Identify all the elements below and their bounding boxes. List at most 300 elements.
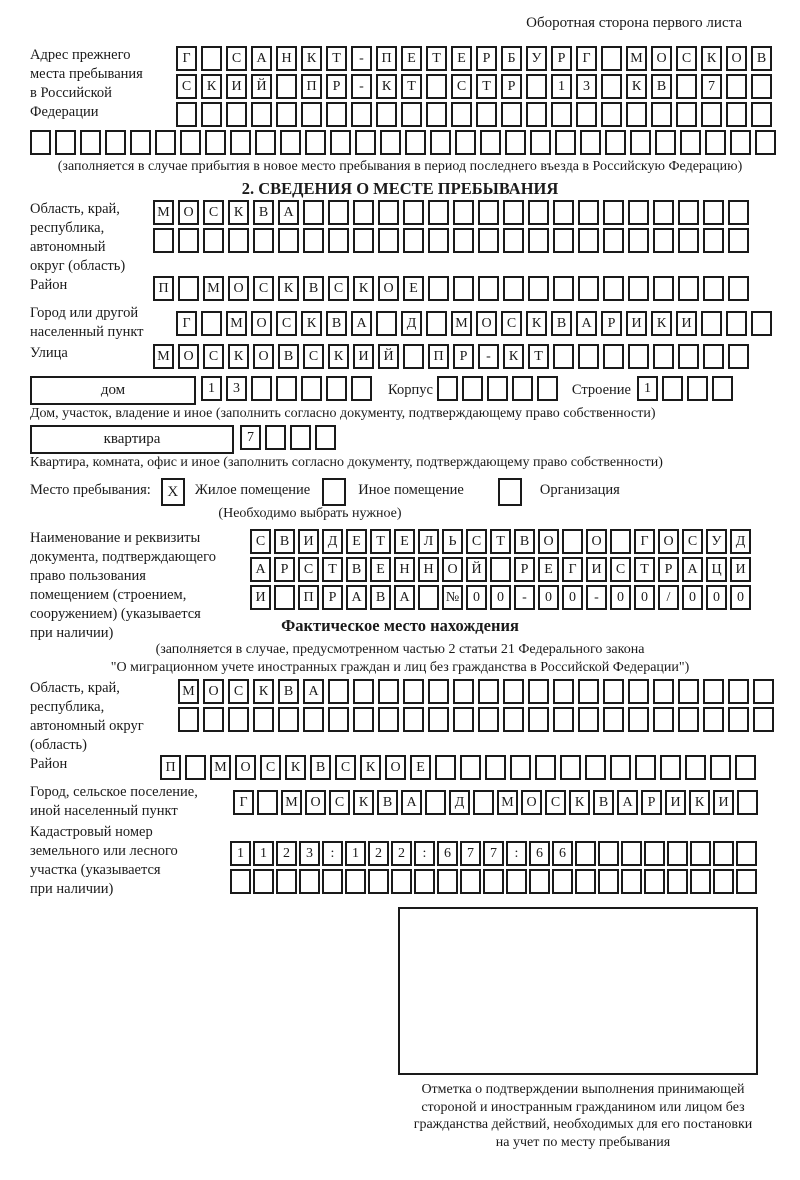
city-label: Город или другой населенный пункт	[30, 305, 144, 340]
char-cell: В	[377, 790, 398, 815]
char-cell: С	[610, 557, 631, 582]
city-block	[30, 304, 770, 342]
char-cell: О	[651, 46, 672, 71]
apartment-block	[30, 425, 770, 454]
char-cell: 7	[483, 841, 504, 866]
char-cell: А	[401, 790, 422, 815]
char-cell	[414, 869, 435, 894]
char-cell	[276, 869, 297, 894]
stay-type-note: (Необходимо выбрать нужное)	[218, 506, 402, 521]
actual-region-label: Область, край, республика, автономный округ (область)	[30, 680, 144, 753]
cadastral-row-1	[230, 841, 759, 866]
char-cell	[578, 228, 599, 253]
char-cell	[703, 344, 724, 369]
char-cell	[753, 707, 774, 732]
char-cell	[180, 130, 201, 155]
stay-type-label: Место пребывания:	[30, 482, 151, 498]
char-cell	[476, 102, 497, 127]
char-cell: Р	[326, 74, 347, 99]
char-cell: Н	[394, 557, 415, 582]
char-cell	[512, 376, 533, 401]
street-block	[30, 344, 770, 372]
char-cell: О	[586, 529, 607, 554]
char-cell	[290, 425, 311, 450]
char-cell: 0	[562, 585, 583, 610]
char-cell	[405, 130, 426, 155]
char-cell: Ц	[706, 557, 727, 582]
char-cell: И	[298, 529, 319, 554]
char-cell	[703, 228, 724, 253]
char-cell	[328, 228, 349, 253]
char-cell	[355, 130, 376, 155]
char-cell	[303, 200, 324, 225]
char-cell: А	[682, 557, 703, 582]
char-cell: А	[394, 585, 415, 610]
char-cell	[710, 755, 731, 780]
char-cell	[265, 425, 286, 450]
char-cell: Д	[322, 529, 343, 554]
char-cell: 1	[345, 841, 366, 866]
char-cell: С	[303, 344, 324, 369]
char-cell	[737, 790, 758, 815]
char-cell: -	[351, 74, 372, 99]
char-cell	[653, 707, 674, 732]
char-cell: 6	[529, 841, 550, 866]
char-cell	[490, 557, 511, 582]
char-cell	[455, 130, 476, 155]
char-cell: С	[451, 74, 472, 99]
char-cell	[562, 529, 583, 554]
char-cell: С	[228, 679, 249, 704]
char-cell: С	[276, 311, 297, 336]
char-cell	[462, 376, 483, 401]
char-cell	[403, 200, 424, 225]
cadastral-rows	[230, 823, 759, 897]
char-cell	[178, 707, 199, 732]
char-cell	[728, 344, 749, 369]
char-cell	[553, 276, 574, 301]
char-cell	[228, 228, 249, 253]
char-cell	[176, 102, 197, 127]
char-cell	[305, 130, 326, 155]
char-cell: Т	[528, 344, 549, 369]
char-cell	[678, 707, 699, 732]
char-cell: О	[203, 679, 224, 704]
char-cell	[326, 376, 347, 401]
char-cell: О	[521, 790, 542, 815]
char-cell: В	[326, 311, 347, 336]
char-cell: С	[335, 755, 356, 780]
char-cell	[478, 679, 499, 704]
char-cell: Т	[426, 46, 447, 71]
char-cell: 3	[299, 841, 320, 866]
char-cell	[685, 755, 706, 780]
cadastral-label: Кадастровый номер земельного или лесного участка (указывается при наличии)	[30, 824, 178, 897]
char-cell: О	[305, 790, 326, 815]
char-cell	[603, 707, 624, 732]
char-cell	[728, 228, 749, 253]
char-cell	[153, 228, 174, 253]
district-row	[153, 276, 753, 301]
page-title: Оборотная сторона первого листа	[526, 15, 742, 31]
char-cell	[553, 344, 574, 369]
char-cell: 2	[391, 841, 412, 866]
char-cell: У	[706, 529, 727, 554]
char-cell: О	[228, 276, 249, 301]
char-cell: К	[526, 311, 547, 336]
char-cell	[528, 200, 549, 225]
char-cell: С	[253, 276, 274, 301]
char-cell: Р	[641, 790, 662, 815]
char-cell: X	[161, 478, 185, 506]
char-cell	[203, 228, 224, 253]
char-cell: М	[226, 311, 247, 336]
actual-city-block	[30, 783, 770, 821]
char-cell: П	[160, 755, 181, 780]
char-cell	[257, 790, 278, 815]
char-cell: Р	[453, 344, 474, 369]
char-cell	[705, 130, 726, 155]
char-cell	[435, 755, 456, 780]
char-cell: К	[301, 311, 322, 336]
char-cell	[553, 228, 574, 253]
char-cell: В	[593, 790, 614, 815]
char-cell	[376, 102, 397, 127]
char-cell: 1	[201, 376, 222, 401]
char-cell	[610, 755, 631, 780]
char-cell: 0	[490, 585, 511, 610]
char-cell	[578, 344, 599, 369]
char-cell: Е	[538, 557, 559, 582]
char-cell	[501, 102, 522, 127]
char-cell: Р	[658, 557, 679, 582]
char-cell: Б	[501, 46, 522, 71]
region-rows	[153, 200, 753, 256]
char-cell: С	[176, 74, 197, 99]
actual-district-block	[30, 755, 770, 783]
char-cell	[351, 376, 372, 401]
char-cell	[251, 376, 272, 401]
char-cell	[301, 376, 322, 401]
char-cell: Р	[476, 46, 497, 71]
char-cell	[703, 679, 724, 704]
char-cell: К	[360, 755, 381, 780]
char-cell: Ь	[442, 529, 463, 554]
stay-type-checkbox-organization	[498, 478, 524, 503]
char-cell	[701, 311, 722, 336]
char-cell: О	[178, 200, 199, 225]
char-cell	[278, 228, 299, 253]
char-cell	[678, 200, 699, 225]
char-cell	[276, 376, 297, 401]
char-cell: Т	[370, 529, 391, 554]
char-cell: К	[569, 790, 590, 815]
char-cell	[644, 841, 665, 866]
char-cell: П	[428, 344, 449, 369]
region-row-1	[153, 200, 753, 225]
char-cell	[690, 869, 711, 894]
char-cell	[503, 276, 524, 301]
char-cell	[713, 841, 734, 866]
char-cell	[480, 130, 501, 155]
char-cell: 1	[637, 376, 658, 401]
char-cell: О	[385, 755, 406, 780]
char-cell	[425, 790, 446, 815]
char-cell: Г	[634, 529, 655, 554]
char-cell	[426, 311, 447, 336]
stay-type-option-residential-label: Жилое помещение	[194, 482, 311, 498]
char-cell	[378, 200, 399, 225]
char-cell	[55, 130, 76, 155]
char-cell	[728, 707, 749, 732]
char-cell	[578, 200, 599, 225]
char-cell: Л	[418, 529, 439, 554]
prev-address-label: Адрес прежнего места пребывания в Российской Федерации	[30, 47, 143, 120]
char-cell: Р	[322, 585, 343, 610]
char-cell	[630, 130, 651, 155]
region-row-2	[153, 228, 753, 253]
char-cell	[403, 707, 424, 732]
actual-region-row-2	[178, 707, 778, 732]
char-cell: Е	[401, 46, 422, 71]
char-cell: К	[651, 311, 672, 336]
char-cell: :	[322, 841, 343, 866]
char-cell: 3	[576, 74, 597, 99]
char-cell: П	[153, 276, 174, 301]
char-cell: С	[545, 790, 566, 815]
char-cell: 7	[701, 74, 722, 99]
char-cell: Т	[326, 46, 347, 71]
char-cell	[560, 755, 581, 780]
char-cell	[552, 869, 573, 894]
stroenie-label: Строение	[571, 382, 631, 398]
char-cell: А	[576, 311, 597, 336]
korpus-cells	[437, 376, 562, 401]
char-cell: М	[281, 790, 302, 815]
char-cell	[303, 228, 324, 253]
section2-title: 2. СВЕДЕНИЯ О МЕСТЕ ПРЕБЫВАНИЯ	[241, 179, 559, 198]
char-cell	[426, 74, 447, 99]
city-row	[176, 311, 776, 336]
char-cell: 0	[538, 585, 559, 610]
char-cell: К	[503, 344, 524, 369]
char-cell	[736, 869, 757, 894]
char-cell	[575, 869, 596, 894]
char-cell	[753, 679, 774, 704]
char-cell: -	[514, 585, 535, 610]
char-cell	[330, 130, 351, 155]
prev-address-block	[30, 46, 770, 130]
char-cell: :	[414, 841, 435, 866]
char-cell: В	[278, 679, 299, 704]
char-cell: Е	[410, 755, 431, 780]
char-cell: А	[617, 790, 638, 815]
char-cell: С	[466, 529, 487, 554]
char-cell: Г	[176, 311, 197, 336]
stay-type-checkbox-other	[322, 478, 348, 503]
char-cell	[478, 200, 499, 225]
char-cell: -	[478, 344, 499, 369]
char-cell	[703, 276, 724, 301]
house-block	[30, 376, 770, 405]
char-cell	[553, 707, 574, 732]
char-cell	[503, 707, 524, 732]
char-cell	[621, 869, 642, 894]
street-label: Улица	[30, 345, 68, 361]
char-cell	[498, 478, 522, 506]
char-cell: К	[228, 344, 249, 369]
char-cell	[651, 102, 672, 127]
char-cell: В	[551, 311, 572, 336]
char-cell	[353, 707, 374, 732]
char-cell	[662, 376, 683, 401]
char-cell: С	[682, 529, 703, 554]
char-cell	[391, 869, 412, 894]
char-cell	[678, 344, 699, 369]
stay-type-option-organization-label: Организация	[539, 482, 620, 498]
char-cell	[403, 228, 424, 253]
char-cell	[601, 102, 622, 127]
char-cell	[751, 74, 772, 99]
char-cell	[326, 102, 347, 127]
char-cell: А	[346, 585, 367, 610]
char-cell	[378, 707, 399, 732]
char-cell: В	[310, 755, 331, 780]
char-cell	[428, 707, 449, 732]
char-cell	[751, 102, 772, 127]
char-cell: 1	[253, 841, 274, 866]
document-rows	[250, 529, 754, 613]
char-cell: -	[351, 46, 372, 71]
char-cell	[603, 200, 624, 225]
stay-type-checkbox-residential	[161, 478, 187, 503]
char-cell	[278, 707, 299, 732]
char-cell	[528, 276, 549, 301]
char-cell	[453, 707, 474, 732]
char-cell: М	[153, 200, 174, 225]
char-cell	[378, 679, 399, 704]
char-cell: Г	[233, 790, 254, 815]
char-cell	[553, 679, 574, 704]
char-cell	[626, 102, 647, 127]
char-cell	[345, 869, 366, 894]
char-cell: 1	[230, 841, 251, 866]
char-cell	[255, 130, 276, 155]
actual-district-row	[160, 755, 760, 780]
char-cell: 2	[368, 841, 389, 866]
char-cell	[530, 130, 551, 155]
char-cell: С	[203, 344, 224, 369]
prev-address-row-3	[176, 102, 776, 127]
char-cell: 1	[551, 74, 572, 99]
char-cell	[430, 130, 451, 155]
district-block	[30, 276, 770, 304]
char-cell	[418, 585, 439, 610]
char-cell	[605, 130, 626, 155]
char-cell: Т	[476, 74, 497, 99]
char-cell: Н	[276, 46, 297, 71]
char-cell	[251, 102, 272, 127]
char-cell	[301, 102, 322, 127]
char-cell	[226, 102, 247, 127]
char-cell: М	[153, 344, 174, 369]
document-row-3	[250, 585, 754, 610]
char-cell: И	[626, 311, 647, 336]
char-cell: К	[353, 790, 374, 815]
cadastral-row-2	[230, 869, 759, 894]
char-cell: Й	[251, 74, 272, 99]
char-cell: М	[203, 276, 224, 301]
char-cell	[201, 46, 222, 71]
stroenie-cells	[637, 376, 737, 401]
char-cell: 3	[226, 376, 247, 401]
char-cell	[601, 74, 622, 99]
char-cell: Е	[403, 276, 424, 301]
stamp-area-box	[398, 907, 758, 1075]
char-cell: У	[526, 46, 547, 71]
char-cell	[274, 585, 295, 610]
char-cell: В	[370, 585, 391, 610]
char-cell: /	[658, 585, 679, 610]
char-cell	[178, 228, 199, 253]
char-cell	[503, 679, 524, 704]
apartment-caption: Квартира, комната, офис и иное (заполнить согласно документу, подтверждающему право собственности)	[30, 455, 663, 470]
char-cell	[555, 130, 576, 155]
char-cell	[460, 755, 481, 780]
char-cell: С	[298, 557, 319, 582]
char-cell	[678, 276, 699, 301]
char-cell	[276, 102, 297, 127]
char-cell	[676, 102, 697, 127]
region-block	[30, 200, 770, 276]
char-cell: Т	[634, 557, 655, 582]
char-cell: 0	[682, 585, 703, 610]
char-cell	[580, 130, 601, 155]
char-cell	[315, 425, 336, 450]
char-cell	[628, 200, 649, 225]
prev-address-note: (заполняется в случае прибытия в новое место пребывания в период последнего въезда в Российскую Федерацию)	[57, 159, 743, 174]
prev-address-row-1	[176, 46, 776, 71]
char-cell: 0	[730, 585, 751, 610]
char-cell: П	[298, 585, 319, 610]
char-cell: П	[376, 46, 397, 71]
actual-region-rows	[178, 679, 778, 735]
char-cell	[678, 679, 699, 704]
char-cell: О	[235, 755, 256, 780]
char-cell: А	[278, 200, 299, 225]
char-cell: 0	[706, 585, 727, 610]
char-cell: В	[514, 529, 535, 554]
char-cell	[376, 311, 397, 336]
house-caption: Дом, участок, владение и иное (заполнить согласно документу, подтверждающему право собственности)	[30, 406, 656, 421]
char-cell	[553, 200, 574, 225]
char-cell	[526, 74, 547, 99]
house-cells	[201, 376, 376, 401]
char-cell: В	[751, 46, 772, 71]
char-cell	[726, 102, 747, 127]
char-cell: К	[376, 74, 397, 99]
char-cell: Д	[449, 790, 470, 815]
char-cell: №	[442, 585, 463, 610]
char-cell	[253, 707, 274, 732]
char-cell	[628, 276, 649, 301]
char-cell	[328, 707, 349, 732]
char-cell: О	[378, 276, 399, 301]
actual-district-label: Район	[30, 756, 68, 772]
char-cell: В	[651, 74, 672, 99]
char-cell	[437, 376, 458, 401]
stay-type-block	[30, 476, 770, 505]
